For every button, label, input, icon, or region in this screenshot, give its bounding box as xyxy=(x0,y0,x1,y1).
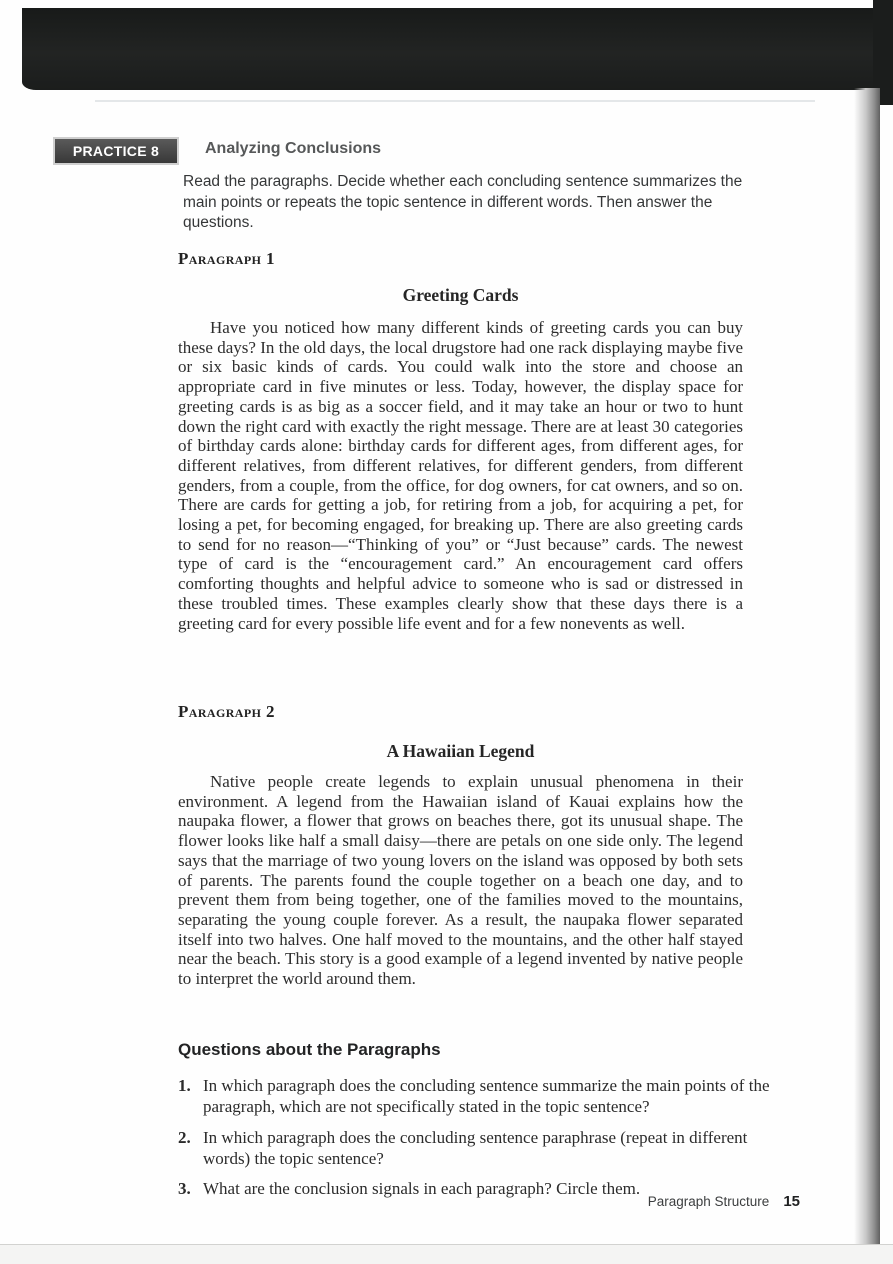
page-footer xyxy=(648,1193,800,1210)
footer-page-number: 15 xyxy=(783,1193,800,1210)
page-bottom-edge xyxy=(0,1244,893,1264)
paragraph-1-body: Have you noticed how many different kinds of greeting cards you can buy these days? In the old days, the local drugstore had one rack displaying maybe five or six basic kinds of cards. You could walk into the store and choose an appropriate card in five minutes or less. Today, however, the display space for greeting cards is as big as a soccer field, and it may take an hour or two to hunt down the right card with exactly the right message. There are at least 30 categories of birthday cards alone: birthday cards for different ages, from different ages, for different relatives, from different relatives, for different genders, from different genders, from a couple, from the office, for dog owners, for cat owners, and so on. There are cards for getting a job, for retiring from a job, for acquiring a pet, for losing a pet, for becoming engaged, for breaking up. There are also greeting cards to send for no reason—“Thinking of you” or “Just because” cards. The newest type of card is the “encouragement card.” An encouragement card offers comforting thoughts and helpful advice to someone who is sad or distressed in these troubled times. These examples clearly show that these days there is a greeting card for every possible life event and for a few nonevents as well. xyxy=(178,318,743,633)
instructions-text: Read the paragraphs. Decide whether each concluding sentence summarizes the main points or repeats the topic sentence in different words. Then answer the questions. xyxy=(183,173,743,231)
question-number: 3. xyxy=(178,1179,191,1198)
questions-heading: Questions about the Paragraphs xyxy=(178,1040,441,1059)
practice-badge: PRACTICE 8 xyxy=(55,139,177,163)
question-number: 2. xyxy=(178,1128,191,1147)
footer-section-name: Paragraph Structure xyxy=(647,1194,770,1209)
paragraph-1-label: Paragraph 1 xyxy=(178,249,275,268)
paragraph-2-title: A Hawaiian Legend xyxy=(386,741,535,761)
question-text: In which paragraph does the concluding sentence paraphrase (repeat in different words) the topic sentence? xyxy=(203,1128,748,1168)
question-text: What are the conclusion signals in each paragraph? Circle them. xyxy=(203,1179,641,1198)
question-text: In which paragraph does the concluding sentence summarize the main points of the paragraph, which are not specifically stated in the topic sentence? xyxy=(203,1076,770,1116)
page-curl-shadow xyxy=(854,88,880,1248)
paragraph-2-body: Native people create legends to explain unusual phenomena in their environment. A legend from the Hawaiian island of Kauai explains how the naupaka flower, a flower that grows on beaches there, got its unusual shape. The flower looks like half a small daisy—there are petals on one side only. The legend says that the marriage of two young lovers on the island was opposed by both sets of parents. The parents found the couple together on a beach one day, and to prevent them from being together, one of the families moved to the mountains, separating the young couple forever. As a result, the naupaka flower separated itself into two halves. One half moved to the mountains, and the other half stayed near the beach. This story is a good example of a legend invented by native people to interpret the world around them. xyxy=(178,772,743,989)
question-item xyxy=(178,1075,796,1117)
book-edge-top xyxy=(22,8,884,90)
section-title: Analyzing Conclusions xyxy=(205,140,382,157)
question-number: 1. xyxy=(178,1076,191,1095)
question-item xyxy=(178,1127,796,1169)
paragraph-2-label: Paragraph 2 xyxy=(178,702,275,721)
scan-artifact-line xyxy=(95,100,815,102)
paragraph-1-title: Greeting Cards xyxy=(402,285,519,305)
